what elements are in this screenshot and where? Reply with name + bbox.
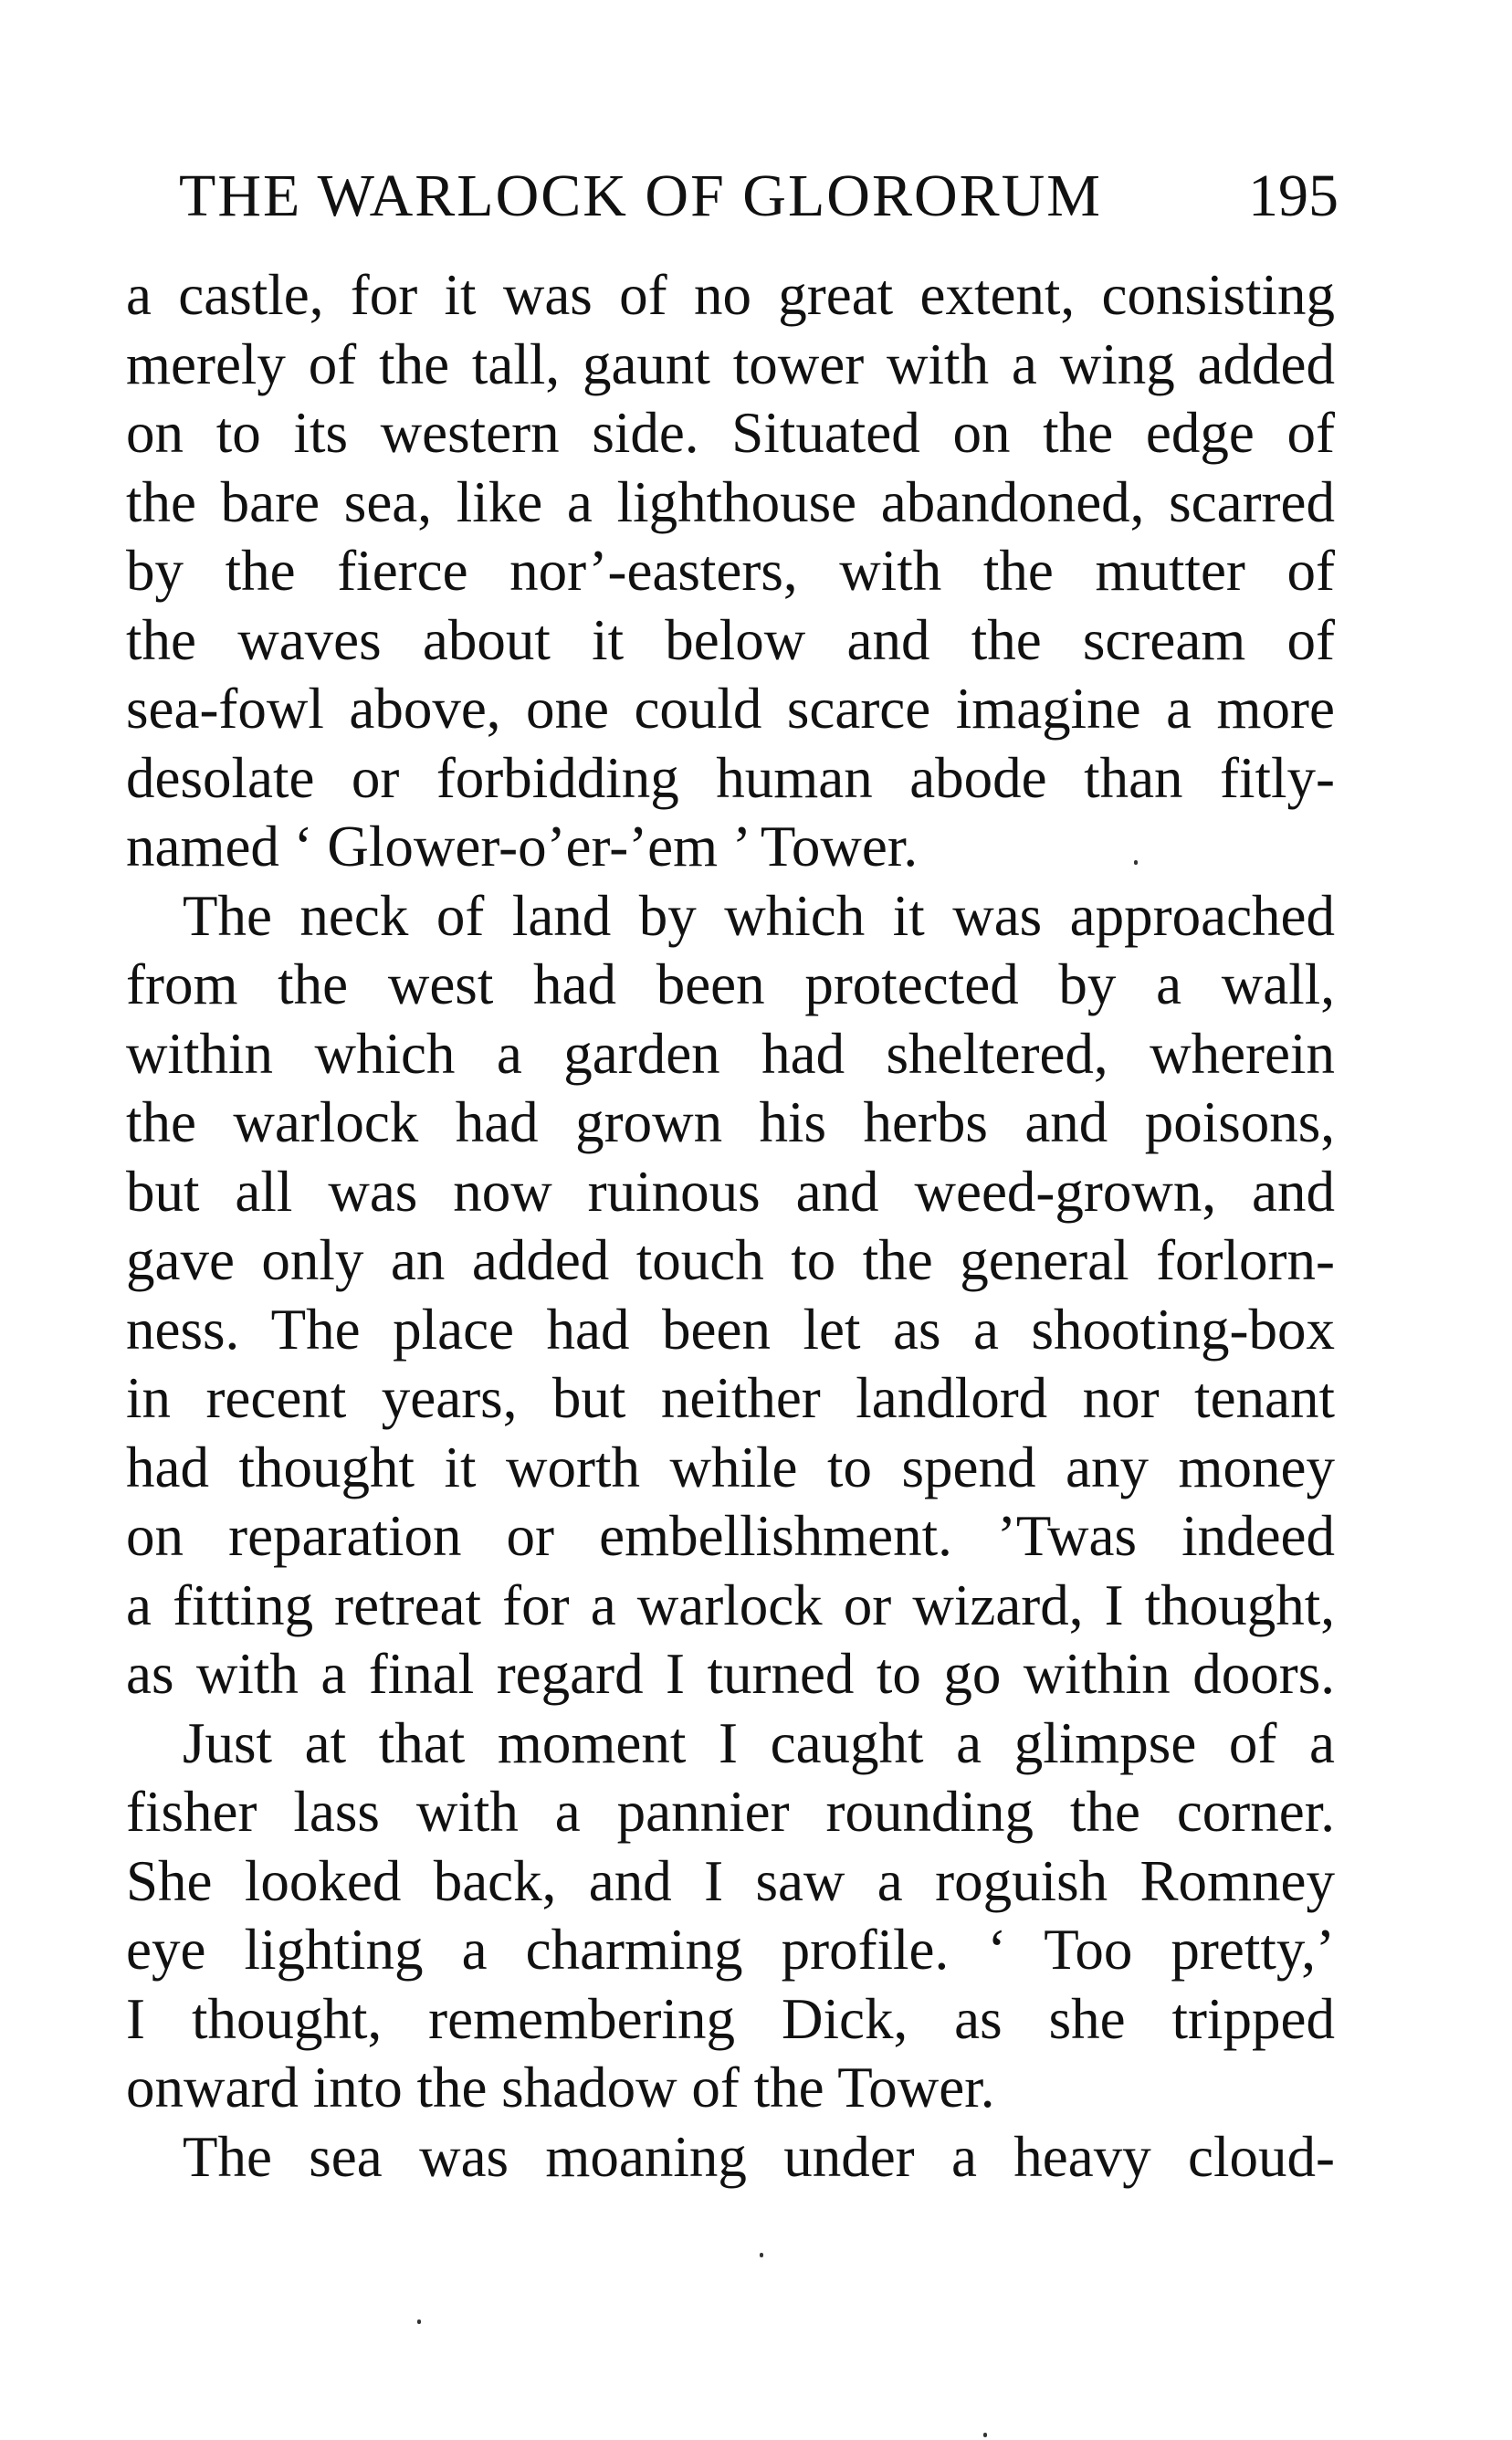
text-line: the waves about it below and the scream of bbox=[126, 607, 1335, 672]
text-line: sea-fowl above, one could scarce imagine a more bbox=[126, 677, 1335, 741]
text-line: on to its western side. Situated on the edge of bbox=[126, 401, 1335, 465]
text-line: but all was now ruinous and weed-grown, and bbox=[126, 1159, 1335, 1224]
page-number: 195 bbox=[1248, 163, 1339, 229]
text-line: the warlock had grown his herbs and poisons, bbox=[126, 1090, 1335, 1154]
text-line: merely of the tall, gaunt tower with a wing added bbox=[126, 331, 1335, 396]
ink-speck bbox=[760, 2253, 763, 2257]
text-line: on reparation or embellishment. ’Twas indeed bbox=[126, 1504, 1335, 1568]
page-header bbox=[179, 155, 1339, 237]
running-title: THE WARLOCK OF GLORORUM bbox=[179, 163, 1102, 229]
text-line: gave only an added touch to the general forlorn- bbox=[126, 1228, 1335, 1292]
text-line: within which a garden had sheltered, wherein bbox=[126, 1021, 1335, 1086]
text-line: The neck of land by which it was approached bbox=[183, 883, 1335, 948]
text-line: She looked back, and I saw a roguish Romney bbox=[126, 1848, 1335, 1913]
text-line: Just at that moment I caught a glimpse of a bbox=[183, 1710, 1335, 1775]
text-line: a castle, for it was of no great extent, consisting bbox=[126, 263, 1335, 327]
text-line: the bare sea, like a lighthouse abandoned, scarred bbox=[126, 469, 1335, 534]
text-line: in recent years, but neither landlord nor tenant bbox=[126, 1366, 1335, 1430]
text-line: I thought, remembering Dick, as she tripped bbox=[126, 1986, 1335, 2051]
text-line: a fitting retreat for a warlock or wizard, I thought, bbox=[126, 1572, 1335, 1637]
text-line: eye lighting a charming profile. ‘ Too pretty,’ bbox=[126, 1918, 1335, 1982]
ink-speck bbox=[983, 2433, 987, 2437]
text-line: onward into the shadow of the Tower. bbox=[126, 2056, 995, 2119]
text-line: had thought it worth while to spend any money bbox=[126, 1435, 1335, 1499]
text-line: ness. The place had been let as a shooting-box bbox=[126, 1297, 1335, 1362]
text-line: The sea was moaning under a heavy cloud- bbox=[183, 2124, 1335, 2189]
ink-speck bbox=[417, 2319, 421, 2324]
text-line: desolate or forbidding human abode than fitly- bbox=[126, 745, 1335, 810]
text-line: fisher lass with a pannier rounding the corner. bbox=[126, 1780, 1335, 1844]
text-line: by the fierce nor’-easters, with the mutter of bbox=[126, 539, 1335, 603]
body-text bbox=[126, 261, 1335, 2192]
text-line: named ‘ Glower-o’er-’em ’ Tower. bbox=[126, 815, 919, 878]
ink-speck bbox=[1134, 860, 1138, 865]
text-line: from the west had been protected by a wall, bbox=[126, 952, 1335, 1016]
text-line: as with a final regard I turned to go within doors. bbox=[126, 1642, 1335, 1706]
